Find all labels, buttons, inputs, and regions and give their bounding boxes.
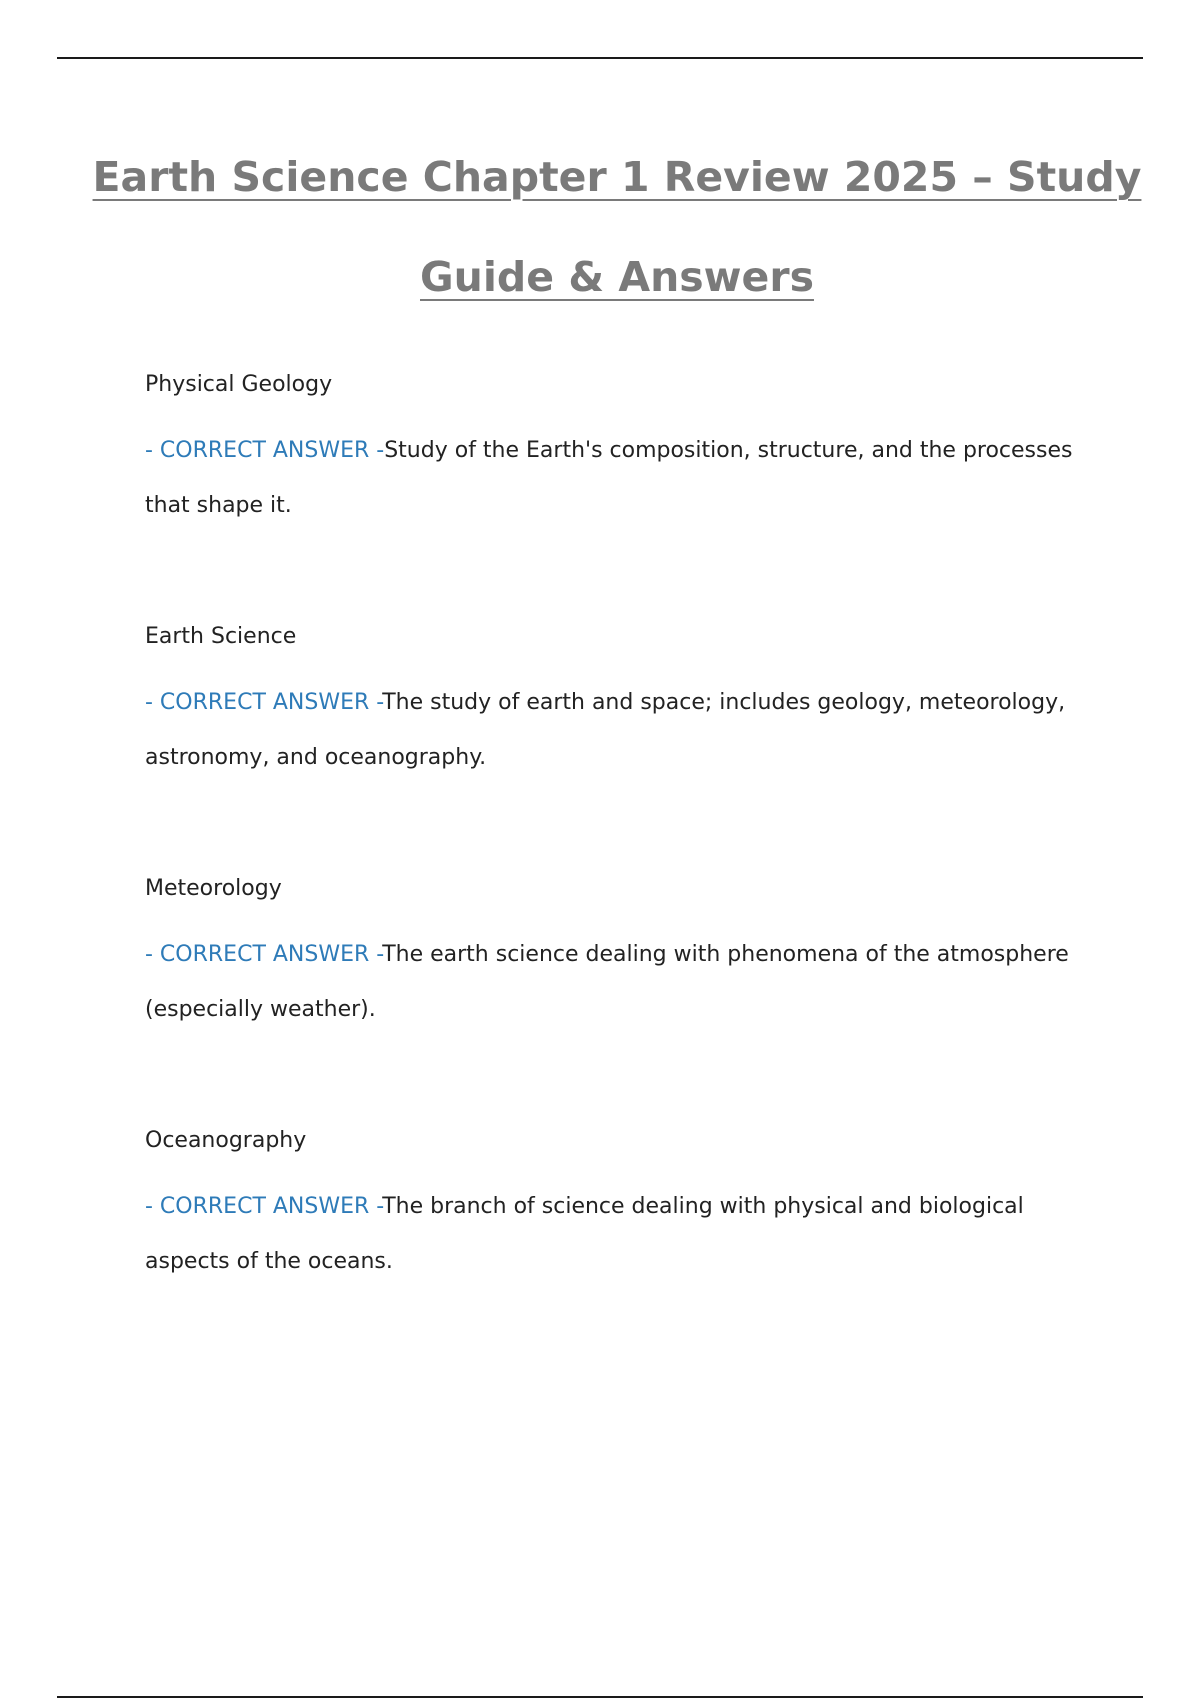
correct-answer-label: - CORRECT ANSWER - <box>145 942 383 967</box>
definition-text: The earth science dealing with phenomena of the atmosphere (especially weather). <box>145 942 1069 1022</box>
title-line-1: Earth Science Chapter 1 Review 2025 – Study <box>92 153 1142 201</box>
qa-entry <box>145 622 1075 874</box>
title-line-2: Guide & Answers <box>420 253 814 301</box>
term: Physical Geology <box>145 372 333 397</box>
correct-answer-label: - CORRECT ANSWER - <box>145 1194 383 1219</box>
correct-answer-label: - CORRECT ANSWER - <box>145 690 383 715</box>
qa-entry <box>145 874 1075 1126</box>
definition <box>145 675 1075 785</box>
top-rule <box>57 57 1143 59</box>
term: Oceanography <box>145 1128 307 1153</box>
definition-text: The study of earth and space; includes geology, meteorology, astronomy, and oceanography. <box>145 690 1066 770</box>
qa-list <box>145 370 1075 1378</box>
term: Meteorology <box>145 876 282 901</box>
definition-text: Study of the Earth's composition, structure, and the processes that shape it. <box>145 438 1073 518</box>
qa-entry <box>145 1126 1075 1378</box>
definition <box>145 1179 1075 1289</box>
term: Earth Science <box>145 624 297 649</box>
bottom-rule <box>57 1696 1143 1698</box>
qa-entry <box>145 370 1075 622</box>
document-title <box>0 127 1200 327</box>
definition <box>145 927 1075 1037</box>
definition <box>145 423 1075 533</box>
definition-text: The branch of science dealing with physical and biological aspects of the oceans. <box>145 1194 1024 1274</box>
correct-answer-label: - CORRECT ANSWER - <box>145 438 385 463</box>
